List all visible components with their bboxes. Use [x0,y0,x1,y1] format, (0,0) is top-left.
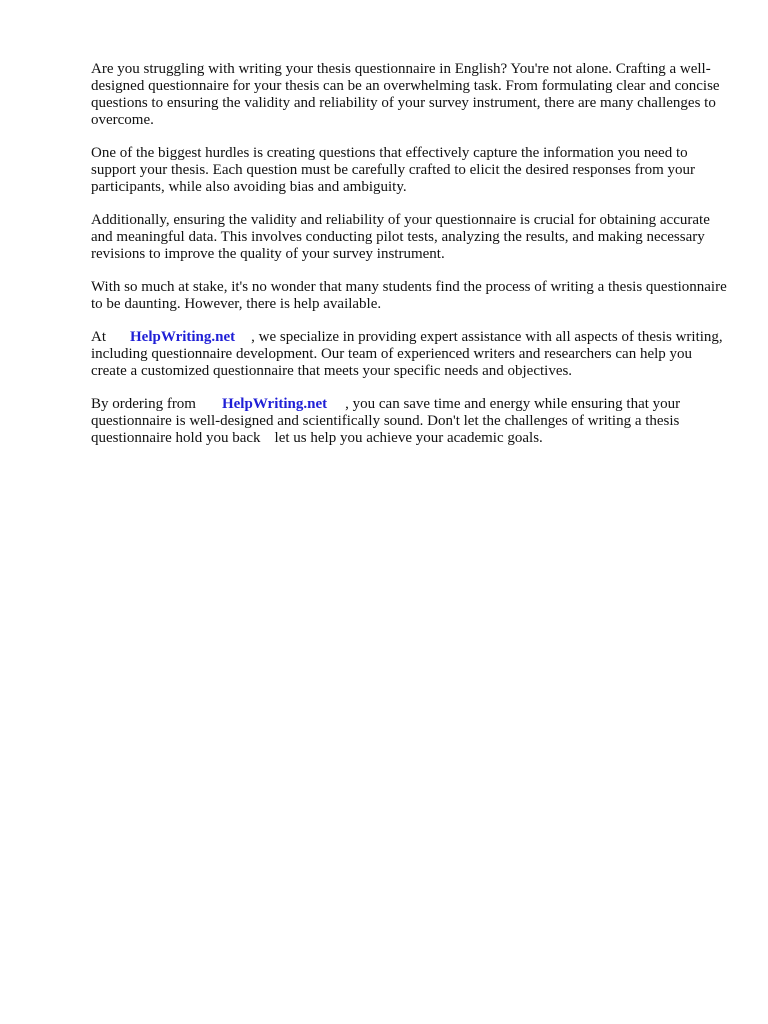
paragraph-order-lead: By ordering from [91,396,196,412]
paragraph-order-text: , you can save time and energy while ensuring that your questionnaire is well-designed and scientifically sound. Don't let the challenges of writing a thesis questionnaire hold you back [91,396,681,446]
paragraph-order [91,396,731,447]
helpwriting-link-2[interactable]: HelpWriting.net [221,396,328,412]
paragraph-order-closing: let us help you achieve your academic goals. [274,430,543,446]
paragraph-hurdles: One of the biggest hurdles is creating questions that effectively capture the information you need to support your thesis. Each question must be carefully crafted to elicit the desired responses from your participants, while also avoiding bias and ambiguity. [91,145,695,195]
paragraph-validity: Additionally, ensuring the validity and reliability of your questionnaire is crucial for obtaining accurate and meaningful data. This involves conducting pilot tests, analyzing the results, and making necessary revisions to improve the quality of your survey instrument. [91,212,710,262]
document-page [91,61,731,463]
paragraph-intro: Are you struggling with writing your thesis questionnaire in English? You're not alone. Crafting a well-designed questionnaire for your thesis can be an overwhelming task. From formulating clear and concise questions to ensuring the validity and reliability of your survey instrument, there are many challenges to overcome. [91,61,720,128]
helpwriting-link-1[interactable]: HelpWriting.net [130,329,236,345]
paragraph-help-available: With so much at stake, it's no wonder that many students find the process of writing a thesis questionnaire to be daunting. However, there is help available. [91,279,727,312]
paragraph-service-lead: At [91,329,106,345]
paragraph-service [91,329,731,380]
paragraph-service-text: , we specialize in providing expert assistance with all aspects of thesis writing, including questionnaire development. Our team of experienced writers and researchers can help you create a customized questionnaire that meets your specific needs and objectives. [91,329,723,379]
